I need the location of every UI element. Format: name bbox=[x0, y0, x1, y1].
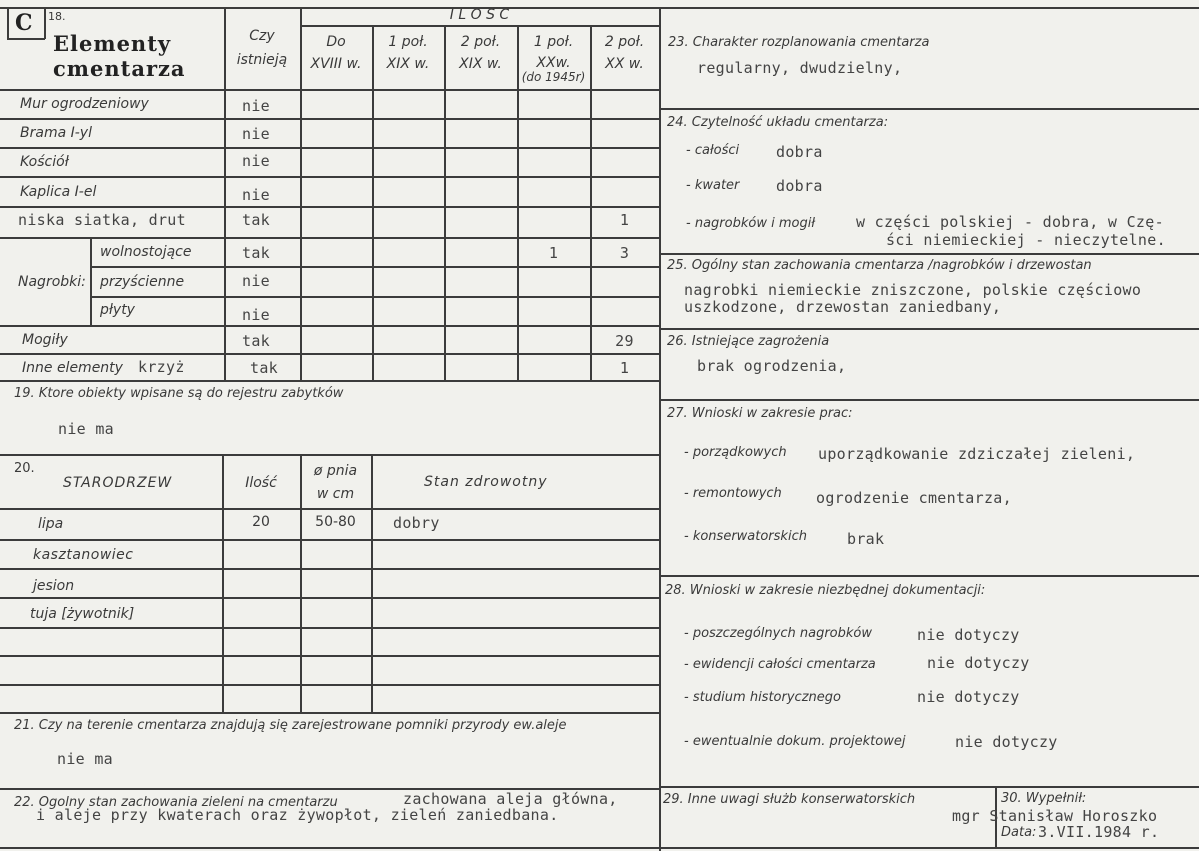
item-label: - całości bbox=[686, 143, 740, 158]
count-value: 29 bbox=[615, 332, 634, 350]
column-header: 1 poł. bbox=[533, 34, 574, 50]
item-label: - ewentualnie dokum. projektowej bbox=[684, 734, 906, 749]
section-19-answer: nie ma bbox=[58, 420, 114, 438]
row-label: niska siatka, drut bbox=[18, 211, 186, 229]
rule bbox=[0, 627, 659, 629]
section-25-answer: uszkodzone, drzewostan zaniedbany, bbox=[684, 298, 1002, 316]
tree-state: dobry bbox=[393, 514, 440, 532]
rule bbox=[590, 25, 592, 380]
rule bbox=[0, 655, 659, 657]
rule bbox=[659, 575, 1199, 577]
rule bbox=[0, 684, 659, 686]
rule bbox=[659, 108, 1199, 110]
rule bbox=[300, 25, 659, 27]
rule bbox=[659, 253, 1199, 255]
count-value: 1 bbox=[619, 211, 630, 229]
item-value: brak bbox=[847, 530, 885, 548]
item-value: nie dotyczy bbox=[917, 626, 1020, 644]
rule bbox=[371, 454, 373, 713]
rule bbox=[0, 380, 659, 382]
column-header: XXw. bbox=[536, 55, 571, 71]
rule bbox=[0, 147, 659, 149]
section-number: 18. bbox=[48, 10, 66, 23]
section-23-label: 23. Charakter rozplanowania cmentarza bbox=[668, 35, 930, 50]
item-value: dobra bbox=[776, 177, 823, 195]
rule bbox=[659, 786, 1199, 788]
count-value: 1 bbox=[548, 244, 559, 262]
section-22-label: 22. Ogolny stan zachowania zieleni na cmentarzu bbox=[14, 795, 338, 810]
rule bbox=[0, 597, 659, 599]
column-header: Do bbox=[326, 34, 346, 50]
tree-name: jesion bbox=[33, 578, 75, 594]
column-header: XVIII w. bbox=[310, 56, 362, 72]
date-value: 3.VII.1984 r. bbox=[1038, 823, 1160, 841]
rule bbox=[222, 454, 224, 713]
rule bbox=[444, 25, 446, 380]
section-title: cmentarza bbox=[53, 56, 186, 81]
rule bbox=[659, 328, 1199, 330]
author-name: mgr Stanisław Horoszko bbox=[952, 807, 1158, 825]
section-29-label: 29. Inne uwagi służb konserwatorskich bbox=[663, 792, 916, 807]
item-value: nie dotyczy bbox=[917, 688, 1020, 706]
rule bbox=[372, 25, 374, 380]
item-value: dobra bbox=[776, 143, 823, 161]
exists-value: nie bbox=[242, 97, 270, 115]
rule bbox=[0, 353, 659, 355]
item-value: uporządkowanie zdziczałej zieleni, bbox=[818, 445, 1136, 463]
rule bbox=[0, 89, 659, 91]
item-label: - remontowych bbox=[684, 486, 782, 501]
count-value: 1 bbox=[619, 359, 630, 377]
rule bbox=[7, 7, 9, 39]
rule bbox=[0, 176, 659, 178]
item-label: - konserwatorskich bbox=[684, 529, 807, 544]
row-value-label: krzyż bbox=[138, 358, 185, 376]
column-header: XIX w. bbox=[459, 56, 502, 72]
item-label: - poszczególnych nagrobków bbox=[684, 626, 872, 641]
rule bbox=[7, 38, 45, 40]
item-value: nie dotyczy bbox=[927, 654, 1030, 672]
item-value: w części polskiej - dobra, w Czę- bbox=[856, 213, 1164, 231]
item-value: ogrodzenie cmentarza, bbox=[816, 489, 1012, 507]
row-label: Brama I-yl bbox=[20, 125, 92, 141]
exists-value: nie bbox=[242, 272, 270, 290]
column-header: istnieją bbox=[236, 52, 288, 68]
row-label: Kaplica I-el bbox=[20, 184, 97, 200]
tree-name: tuja [żywotnik] bbox=[30, 606, 135, 622]
section-title: Elementy bbox=[53, 31, 172, 56]
section-22-answer: zachowana aleja główna, bbox=[403, 790, 618, 808]
exists-value: nie bbox=[242, 306, 270, 324]
row-label: Inne elementy bbox=[22, 360, 123, 376]
section-30-label: 30. Wypełnił: bbox=[1001, 791, 1087, 806]
exists-value: tak bbox=[242, 211, 270, 229]
section-25-answer: nagrobki niemieckie zniszczone, polskie częściowo bbox=[684, 281, 1142, 299]
tree-name: kasztanowiec bbox=[33, 547, 134, 563]
tree-diameter: 50-80 bbox=[315, 514, 356, 530]
item-value: nie dotyczy bbox=[955, 733, 1058, 751]
section-19-label: 19. Ktore obiekty wpisane są do rejestru zabytków bbox=[14, 386, 344, 401]
item-label: - ewidencji całości cmentarza bbox=[684, 657, 876, 672]
tree-name: lipa bbox=[38, 516, 64, 532]
column-header: w cm bbox=[316, 486, 355, 502]
column-header: 2 poł. bbox=[604, 34, 645, 50]
section-28-label: 28. Wnioski w zakresie niezbędnej dokumentacji: bbox=[665, 583, 986, 598]
item-label: - studium historycznego bbox=[684, 690, 841, 705]
rule bbox=[0, 118, 659, 120]
section-27-label: 27. Wnioski w zakresie prac: bbox=[667, 406, 853, 421]
column-header: 1 poł. bbox=[388, 34, 428, 50]
column-header: (do 1945r) bbox=[521, 70, 586, 84]
exists-value: nie bbox=[242, 186, 270, 204]
section-21-answer: nie ma bbox=[57, 750, 113, 768]
card-letter: C bbox=[15, 10, 34, 36]
section-21-label: 21. Czy na terenie cmentarza znajdują się zarejestrowane pomniki przyrody ew.aleje bbox=[14, 718, 567, 733]
row-label: Kościół bbox=[20, 154, 69, 170]
item-label: - porządkowych bbox=[684, 445, 787, 460]
column-header: Stan zdrowotny bbox=[424, 474, 548, 490]
rule bbox=[90, 266, 659, 268]
section-20-number: 20. bbox=[14, 461, 35, 476]
exists-value: tak bbox=[242, 332, 270, 350]
item-label: - nagrobków i mogił bbox=[686, 216, 816, 231]
row-group-label: Nagrobki: bbox=[18, 274, 86, 290]
section-26-label: 26. Istniejące zagrożenia bbox=[667, 334, 830, 349]
rule bbox=[0, 539, 659, 541]
row-label: wolnostojące bbox=[100, 244, 192, 260]
column-header: ø pnia bbox=[313, 463, 358, 479]
rule bbox=[0, 206, 659, 208]
ilosc-header: I L O S C bbox=[449, 7, 510, 23]
row-label: przyścienne bbox=[100, 274, 185, 290]
rule bbox=[0, 847, 1199, 849]
row-label: Mur ogrodzeniowy bbox=[20, 96, 149, 112]
tree-qty: 20 bbox=[252, 514, 270, 530]
section-24-label: 24. Czytelność układu cmentarza: bbox=[667, 115, 889, 130]
column-header: Ilość bbox=[245, 475, 277, 491]
rule bbox=[90, 237, 92, 325]
section-22-answer: i aleje przy kwaterach oraz żywopłot, zieleń zaniedbana. bbox=[36, 806, 559, 824]
column-header: 2 poł. bbox=[460, 34, 501, 50]
rule bbox=[90, 296, 659, 298]
section-23-answer: regularny, dwudzielny, bbox=[697, 59, 903, 77]
rule bbox=[659, 399, 1199, 401]
exists-value: tak bbox=[242, 244, 270, 262]
row-label: płyty bbox=[100, 302, 135, 318]
rule bbox=[0, 712, 659, 714]
count-value: 3 bbox=[619, 244, 630, 262]
section-25-label: 25. Ogólny stan zachowania cmentarza /nagrobków i drzewostan bbox=[667, 258, 1092, 273]
date-label: Data: bbox=[1001, 825, 1037, 840]
column-header: XIX w. bbox=[386, 56, 430, 72]
rule bbox=[0, 237, 659, 239]
exists-value: tak bbox=[250, 359, 278, 377]
rule bbox=[44, 7, 46, 39]
rule bbox=[0, 508, 659, 510]
section-26-answer: brak ogrodzenia, bbox=[697, 357, 847, 375]
row-label: Mogiły bbox=[22, 332, 68, 348]
exists-value: nie bbox=[242, 152, 270, 170]
rule bbox=[0, 325, 659, 327]
item-value: ści niemieckiej - nieczytelne. bbox=[886, 231, 1166, 249]
column-header: Czy bbox=[249, 28, 275, 44]
column-header: STARODRZEW bbox=[63, 475, 173, 491]
panel-divider bbox=[659, 7, 661, 851]
exists-value: nie bbox=[242, 125, 270, 143]
item-label: - kwater bbox=[686, 178, 740, 193]
rule bbox=[0, 454, 659, 456]
column-header: XX w. bbox=[605, 56, 644, 72]
rule bbox=[0, 568, 659, 570]
